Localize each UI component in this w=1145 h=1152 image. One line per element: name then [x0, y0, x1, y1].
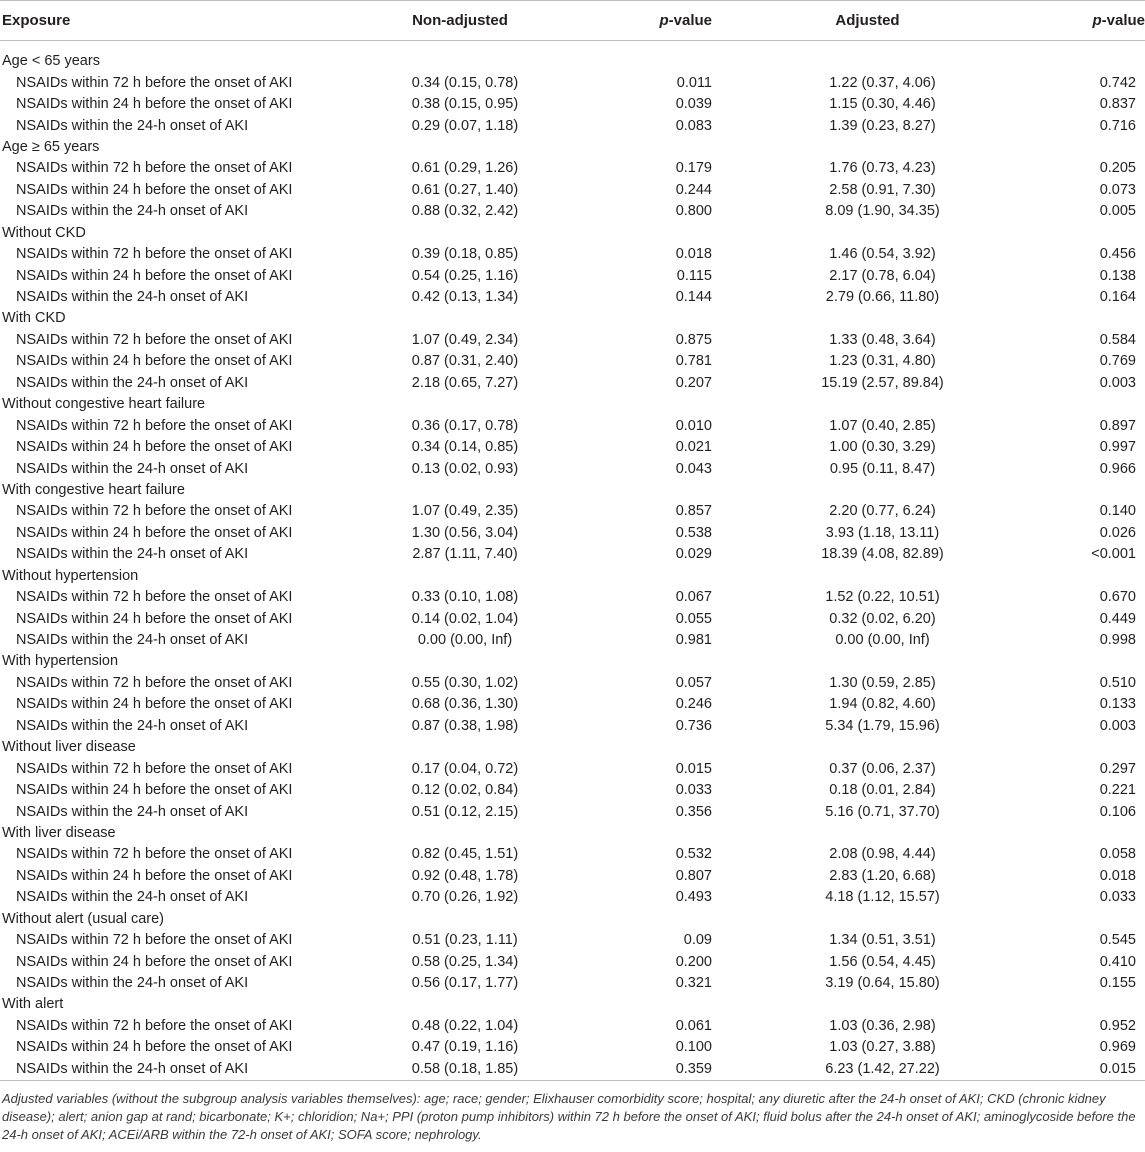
table-row [0, 1016, 1145, 1037]
exposure-cell: NSAIDs within 72 h before the onset of AKI [16, 331, 293, 348]
adjusted-cell: 3.93 (1.18, 13.11) [825, 524, 940, 541]
p-value-adjusted-cell: 0.058 [1099, 846, 1136, 863]
p-value-non-adjusted-cell: 0.532 [675, 846, 712, 863]
non-adjusted-cell: 0.92 (0.48, 1.78) [411, 867, 519, 884]
table-row [0, 801, 1145, 822]
non-adjusted-cell: 0.34 (0.14, 0.85) [411, 439, 519, 456]
adjusted-cell: 1.00 (0.30, 3.29) [829, 439, 936, 456]
adjusted-cell: 0.32 (0.02, 6.20) [829, 610, 936, 627]
group-row [0, 308, 1145, 329]
p-value-non-adjusted-cell: 0.493 [675, 889, 712, 906]
adjusted-cell: 1.52 (0.22, 10.51) [825, 589, 940, 606]
exposure-cell: NSAIDs within 72 h before the onset of AKI [16, 760, 293, 777]
table-header [0, 1, 1145, 41]
table-row [0, 244, 1145, 265]
non-adjusted-cell: 0.87 (0.31, 2.40) [411, 353, 519, 370]
p-value-adjusted-cell: 0.205 [1099, 160, 1136, 177]
table-row [0, 716, 1145, 737]
p-value-non-adjusted-cell: 0.321 [675, 975, 712, 992]
p-value-adjusted-cell: 0.510 [1099, 674, 1136, 691]
table-row [0, 287, 1145, 308]
p-value-adjusted-cell: 0.966 [1099, 460, 1136, 477]
p-value-non-adjusted-cell: 0.100 [675, 1039, 712, 1056]
adjusted-cell: 18.39 (4.08, 82.89) [821, 546, 944, 563]
p-value-non-adjusted-cell: 0.067 [675, 589, 712, 606]
p-value-adjusted-cell: 0.018 [1099, 867, 1136, 884]
table-body [0, 41, 1145, 1081]
non-adjusted-cell: 0.54 (0.25, 1.16) [411, 267, 519, 284]
p-value-non-adjusted-cell: 0.029 [675, 546, 712, 563]
non-adjusted-cell: 0.34 (0.15, 0.78) [411, 74, 519, 91]
group-row [0, 137, 1145, 158]
p-value-non-adjusted-cell: 0.356 [675, 803, 712, 820]
header-p-value-1 [570, 1, 720, 41]
group-row [0, 394, 1145, 415]
group-label: With CKD [2, 310, 66, 327]
p-letter: p [1092, 12, 1102, 29]
adjusted-cell: 2.83 (1.20, 6.68) [829, 867, 936, 884]
table-row [0, 673, 1145, 694]
p-value-non-adjusted-cell: 0.875 [675, 331, 712, 348]
p-value-non-adjusted-cell: 0.015 [675, 760, 712, 777]
p-value-adjusted-cell: 0.297 [1099, 760, 1136, 777]
exposure-cell: NSAIDs within 24 h before the onset of AKI [16, 524, 293, 541]
group-row [0, 51, 1145, 72]
adjusted-cell: 1.03 (0.36, 2.98) [829, 1017, 936, 1034]
group-row [0, 994, 1145, 1015]
p-value-adjusted-cell: 0.742 [1099, 74, 1136, 91]
group-label: Age < 65 years [2, 53, 100, 70]
exposure-cell: NSAIDs within the 24-h onset of AKI [16, 975, 249, 992]
non-adjusted-cell: 2.18 (0.65, 7.27) [411, 374, 519, 391]
non-adjusted-cell: 0.61 (0.29, 1.26) [411, 160, 519, 177]
group-row [0, 651, 1145, 672]
adjusted-cell: 2.20 (0.77, 6.24) [829, 503, 936, 520]
p-value-adjusted-cell: 0.997 [1099, 439, 1136, 456]
adjusted-cell: 1.23 (0.31, 4.80) [829, 353, 936, 370]
table-row [0, 694, 1145, 715]
p-suffix: -value [668, 12, 712, 29]
adjusted-cell: 3.19 (0.64, 15.80) [825, 975, 940, 992]
exposure-cell: NSAIDs within 72 h before the onset of AKI [16, 674, 293, 691]
p-value-adjusted-cell: 0.140 [1099, 503, 1136, 520]
table-row [0, 887, 1145, 908]
p-value-non-adjusted-cell: 0.144 [675, 289, 712, 306]
p-value-non-adjusted-cell: 0.021 [675, 439, 712, 456]
exposure-cell: NSAIDs within 24 h before the onset of AKI [16, 96, 293, 113]
group-row [0, 223, 1145, 244]
p-value-adjusted-cell: 0.003 [1099, 374, 1136, 391]
exposure-cell: NSAIDs within 24 h before the onset of AKI [16, 867, 293, 884]
p-value-adjusted-cell: 0.033 [1099, 889, 1136, 906]
table-row [0, 437, 1145, 458]
p-value-non-adjusted-cell: 0.039 [675, 96, 712, 113]
exposure-cell: NSAIDs within 72 h before the onset of AKI [16, 160, 293, 177]
p-value-non-adjusted-cell: 0.200 [675, 953, 712, 970]
non-adjusted-cell: 0.17 (0.04, 0.72) [411, 760, 519, 777]
p-value-adjusted-cell: 0.716 [1099, 117, 1136, 134]
p-value-adjusted-cell: 0.449 [1099, 610, 1136, 627]
table-row [0, 180, 1145, 201]
p-value-non-adjusted-cell: 0.043 [675, 460, 712, 477]
exposure-cell: NSAIDs within 72 h before the onset of AKI [16, 1017, 293, 1034]
non-adjusted-cell: 0.14 (0.02, 1.04) [411, 610, 519, 627]
exposure-cell: NSAIDs within the 24-h onset of AKI [16, 632, 249, 649]
table-row [0, 844, 1145, 865]
non-adjusted-cell: 0.47 (0.19, 1.16) [411, 1039, 519, 1056]
p-value-adjusted-cell: 0.138 [1099, 267, 1136, 284]
group-label: Age ≥ 65 years [2, 138, 100, 155]
adjusted-cell: 4.18 (1.12, 15.57) [825, 889, 940, 906]
non-adjusted-cell: 0.38 (0.15, 0.95) [411, 96, 519, 113]
group-row [0, 823, 1145, 844]
non-adjusted-cell: 0.36 (0.17, 0.78) [411, 417, 519, 434]
header-adjusted: Adjusted [720, 1, 995, 41]
adjusted-cell: 1.33 (0.48, 3.64) [829, 331, 936, 348]
non-adjusted-cell: 0.51 (0.12, 2.15) [411, 803, 519, 820]
adjusted-cell: 1.15 (0.30, 4.46) [829, 96, 936, 113]
p-value-adjusted-cell: 0.015 [995, 1059, 1145, 1081]
p-value-non-adjusted-cell: 0.538 [675, 524, 712, 541]
adjusted-cell: 0.95 (0.11, 8.47) [829, 460, 936, 477]
p-value-non-adjusted-cell: 0.179 [675, 160, 712, 177]
group-label: Without CKD [2, 224, 86, 241]
adjusted-cell: 0.00 (0.00, Inf) [835, 632, 930, 649]
table-row [0, 544, 1145, 565]
p-value-non-adjusted-cell: 0.736 [675, 717, 712, 734]
p-value-non-adjusted-cell: 0.083 [675, 117, 712, 134]
exposure-cell: NSAIDs within the 24-h onset of AKI [16, 117, 249, 134]
p-value-adjusted-cell: 0.837 [1099, 96, 1136, 113]
p-value-adjusted-cell: 0.769 [1099, 353, 1136, 370]
group-label: Without hypertension [2, 567, 139, 584]
p-value-adjusted-cell: <0.001 [1091, 546, 1136, 563]
p-value-adjusted-cell: 0.952 [1099, 1017, 1136, 1034]
non-adjusted-cell: 1.07 (0.49, 2.35) [411, 503, 519, 520]
table-row [0, 415, 1145, 436]
exposure-cell: NSAIDs within the 24-h onset of AKI [16, 203, 249, 220]
group-label: With congestive heart failure [2, 481, 185, 498]
p-value-adjusted-cell: 0.005 [1099, 203, 1136, 220]
adjusted-cell: 0.18 (0.01, 2.84) [829, 782, 936, 799]
group-row [0, 737, 1145, 758]
adjusted-cell: 1.46 (0.54, 3.92) [829, 246, 936, 263]
exposure-cell: NSAIDs within 24 h before the onset of AKI [16, 953, 293, 970]
header-spacer-row [0, 41, 1145, 52]
table-row [0, 866, 1145, 887]
group-label: Without alert (usual care) [2, 910, 164, 927]
non-adjusted-cell: 0.13 (0.02, 0.93) [411, 460, 519, 477]
group-label: Without liver disease [2, 739, 136, 756]
exposure-cell: NSAIDs within the 24-h onset of AKI [16, 546, 249, 563]
group-label: With hypertension [2, 653, 119, 670]
p-value-non-adjusted-cell: 0.061 [675, 1017, 712, 1034]
table-row [0, 630, 1145, 651]
p-value-adjusted-cell: 0.998 [1099, 632, 1136, 649]
exposure-cell: NSAIDs within the 24-h onset of AKI [16, 374, 249, 391]
non-adjusted-cell: 0.12 (0.02, 0.84) [411, 782, 519, 799]
table-row [0, 115, 1145, 136]
adjusted-cell: 0.37 (0.06, 2.37) [829, 760, 936, 777]
exposure-cell: NSAIDs within 72 h before the onset of AKI [16, 417, 293, 434]
group-label: Without congestive heart failure [2, 396, 206, 413]
spacer-cell [0, 41, 1145, 52]
p-value-adjusted-cell: 0.584 [1099, 331, 1136, 348]
non-adjusted-cell: 0.58 (0.18, 1.85) [330, 1059, 570, 1081]
group-row [0, 909, 1145, 930]
exposure-cell: NSAIDs within the 24-h onset of AKI [0, 1059, 330, 1081]
p-value-adjusted-cell: 0.670 [1099, 589, 1136, 606]
table-row [0, 351, 1145, 372]
p-value-adjusted-cell: 0.003 [1099, 717, 1136, 734]
table-row [0, 201, 1145, 222]
adjusted-cell: 15.19 (2.57, 89.84) [821, 374, 944, 391]
adjusted-cell: 8.09 (1.90, 34.35) [825, 203, 940, 220]
group-label: With liver disease [2, 824, 116, 841]
adjusted-cell: 5.34 (1.79, 15.96) [825, 717, 940, 734]
exposure-cell: NSAIDs within 72 h before the onset of AKI [16, 589, 293, 606]
non-adjusted-cell: 2.87 (1.11, 7.40) [412, 546, 518, 563]
p-value-non-adjusted-cell: 0.807 [675, 867, 712, 884]
adjusted-cell: 1.34 (0.51, 3.51) [829, 932, 936, 949]
adjusted-cell: 1.56 (0.54, 4.45) [829, 953, 936, 970]
non-adjusted-cell: 1.07 (0.49, 2.34) [411, 331, 519, 348]
exposure-cell: NSAIDs within 24 h before the onset of AKI [16, 267, 293, 284]
non-adjusted-cell: 0.39 (0.18, 0.85) [411, 246, 519, 263]
p-value-non-adjusted-cell: 0.244 [675, 181, 712, 198]
p-value-adjusted-cell: 0.026 [1099, 524, 1136, 541]
table-row [0, 951, 1145, 972]
table-row [0, 973, 1145, 994]
adjusted-cell: 5.16 (0.71, 37.70) [825, 803, 940, 820]
non-adjusted-cell: 0.48 (0.22, 1.04) [411, 1017, 519, 1034]
exposure-cell: NSAIDs within 24 h before the onset of AKI [16, 782, 293, 799]
table-row [0, 373, 1145, 394]
p-value-adjusted-cell: 0.073 [1099, 181, 1136, 198]
non-adjusted-cell: 0.33 (0.10, 1.08) [411, 589, 519, 606]
p-value-adjusted-cell: 0.410 [1099, 953, 1136, 970]
table-row [0, 523, 1145, 544]
table-row [0, 72, 1145, 93]
non-adjusted-cell: 0.82 (0.45, 1.51) [411, 846, 519, 863]
non-adjusted-cell: 0.61 (0.27, 1.40) [411, 181, 519, 198]
group-row [0, 480, 1145, 501]
non-adjusted-cell: 0.00 (0.00, Inf) [417, 632, 513, 649]
p-value-non-adjusted-cell: 0.981 [675, 632, 712, 649]
table-row [0, 780, 1145, 801]
table-row [0, 1037, 1145, 1058]
non-adjusted-cell: 0.29 (0.07, 1.18) [411, 117, 519, 134]
p-value-non-adjusted-cell: 0.055 [675, 610, 712, 627]
p-value-non-adjusted-cell: 0.09 [683, 932, 712, 949]
adjusted-cell: 1.94 (0.82, 4.60) [829, 696, 936, 713]
header-exposure: Exposure [0, 1, 330, 41]
non-adjusted-cell: 0.55 (0.30, 1.02) [411, 674, 519, 691]
exposure-cell: NSAIDs within 24 h before the onset of AKI [16, 610, 293, 627]
adjusted-cell: 2.08 (0.98, 4.44) [829, 846, 936, 863]
non-adjusted-cell: 0.70 (0.26, 1.92) [411, 889, 519, 906]
p-value-adjusted-cell: 0.164 [1099, 289, 1136, 306]
non-adjusted-cell: 0.88 (0.32, 2.42) [411, 203, 519, 220]
p-value-non-adjusted-cell: 0.359 [570, 1059, 720, 1081]
exposure-cell: NSAIDs within 72 h before the onset of AKI [16, 846, 293, 863]
exposure-cell: NSAIDs within the 24-h onset of AKI [16, 289, 249, 306]
adjusted-cell: 6.23 (1.42, 27.22) [720, 1059, 995, 1081]
p-suffix: -value [1101, 12, 1145, 29]
exposure-cell: NSAIDs within 72 h before the onset of AKI [16, 246, 293, 263]
table-row [0, 501, 1145, 522]
exposure-cell: NSAIDs within 24 h before the onset of AKI [16, 181, 293, 198]
exposure-cell: NSAIDs within 24 h before the onset of AKI [16, 439, 293, 456]
p-value-non-adjusted-cell: 0.011 [676, 74, 712, 91]
p-value-non-adjusted-cell: 0.246 [675, 696, 712, 713]
non-adjusted-cell: 0.42 (0.13, 1.34) [411, 289, 519, 306]
exposure-cell: NSAIDs within the 24-h onset of AKI [16, 717, 249, 734]
p-value-non-adjusted-cell: 0.781 [675, 353, 712, 370]
p-value-adjusted-cell: 0.456 [1099, 246, 1136, 263]
adjusted-cell: 1.76 (0.73, 4.23) [829, 160, 936, 177]
p-letter: p [659, 12, 669, 29]
non-adjusted-cell: 0.87 (0.38, 1.98) [411, 717, 519, 734]
adjusted-cell: 1.30 (0.59, 2.85) [829, 674, 936, 691]
adjusted-cell: 2.79 (0.66, 11.80) [825, 289, 940, 306]
p-value-adjusted-cell: 0.155 [1099, 975, 1136, 992]
adjusted-cell: 1.22 (0.37, 4.06) [829, 74, 936, 91]
p-value-adjusted-cell: 0.545 [1099, 932, 1136, 949]
table-row [0, 587, 1145, 608]
header-non-adjusted: Non-adjusted [330, 1, 570, 41]
exposure-cell: NSAIDs within 72 h before the onset of AKI [16, 503, 293, 520]
p-value-non-adjusted-cell: 0.018 [675, 246, 712, 263]
exposure-cell: NSAIDs within 72 h before the onset of AKI [16, 74, 293, 91]
adjusted-cell: 2.17 (0.78, 6.04) [829, 267, 936, 284]
table-row [0, 1059, 1145, 1081]
table-row [0, 158, 1145, 179]
p-value-non-adjusted-cell: 0.010 [675, 417, 712, 434]
p-value-non-adjusted-cell: 0.207 [675, 374, 712, 391]
adjusted-cell: 1.07 (0.40, 2.85) [829, 417, 936, 434]
group-row [0, 566, 1145, 587]
exposure-cell: NSAIDs within the 24-h onset of AKI [16, 460, 249, 477]
exposure-cell: NSAIDs within 24 h before the onset of AKI [16, 696, 293, 713]
non-adjusted-cell: 0.58 (0.25, 1.34) [411, 953, 519, 970]
header-p-value-2 [995, 1, 1145, 41]
table-row [0, 930, 1145, 951]
exposure-cell: NSAIDs within 24 h before the onset of AKI [16, 1039, 293, 1056]
p-value-non-adjusted-cell: 0.057 [675, 674, 712, 691]
p-value-non-adjusted-cell: 0.033 [675, 782, 712, 799]
group-label: With alert [2, 996, 64, 1013]
table-row [0, 608, 1145, 629]
p-value-non-adjusted-cell: 0.115 [676, 267, 712, 284]
table-row [0, 758, 1145, 779]
p-value-non-adjusted-cell: 0.800 [675, 203, 712, 220]
p-value-adjusted-cell: 0.969 [1099, 1039, 1136, 1056]
non-adjusted-cell: 0.56 (0.17, 1.77) [411, 975, 519, 992]
non-adjusted-cell: 0.68 (0.36, 1.30) [411, 696, 519, 713]
p-value-non-adjusted-cell: 0.857 [675, 503, 712, 520]
non-adjusted-cell: 0.51 (0.23, 1.11) [412, 932, 518, 949]
adjusted-cell: 2.58 (0.91, 7.30) [829, 181, 936, 198]
table-footnote: Adjusted variables (without the subgroup analysis variables themselves): age; race; gender; Elixhauser comorbidity score; hospital; any diuretic after the 24-h onset of AKI; CKD (chronic kidney disease); alert; anion gap at rand; bicarbonate; K+; chloridion; Na+; PPI (proton pump inhibitors) within 72 h before the onset of AKI; fluid bolus after the 24-h onset of AKI; aminoglycoside before the 24-h onset of AKI; ACEi/ARB within the 72-h onset of AKI; SOFA score; nephrology. [2, 1091, 1136, 1142]
adjusted-cell: 1.39 (0.23, 8.27) [829, 117, 936, 134]
exposure-cell: NSAIDs within 72 h before the onset of AKI [16, 932, 293, 949]
table-row [0, 94, 1145, 115]
exposure-cell: NSAIDs within 24 h before the onset of AKI [16, 353, 293, 370]
table-row [0, 458, 1145, 479]
non-adjusted-cell: 1.30 (0.56, 3.04) [411, 524, 519, 541]
p-value-adjusted-cell: 0.133 [1099, 696, 1136, 713]
table-row [0, 265, 1145, 286]
p-value-adjusted-cell: 0.221 [1099, 782, 1136, 799]
adjusted-cell: 1.03 (0.27, 3.88) [829, 1039, 936, 1056]
p-value-adjusted-cell: 0.897 [1099, 417, 1136, 434]
p-value-adjusted-cell: 0.106 [1099, 803, 1136, 820]
table-row [0, 330, 1145, 351]
exposure-cell: NSAIDs within the 24-h onset of AKI [16, 803, 249, 820]
header-row [0, 1, 1145, 41]
exposure-cell: NSAIDs within the 24-h onset of AKI [16, 889, 249, 906]
